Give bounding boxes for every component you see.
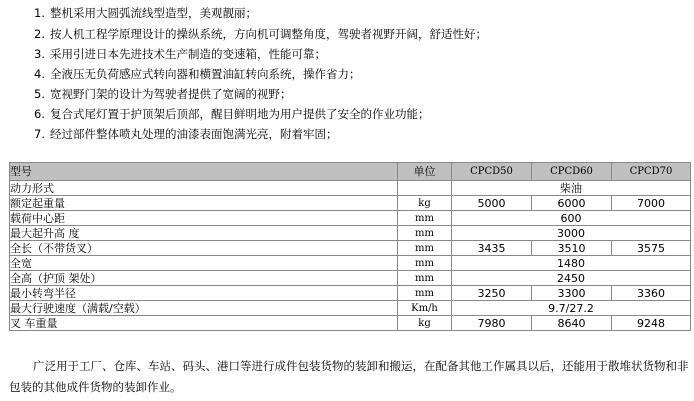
spec-row-max-speed [10, 301, 691, 316]
row-label: 最大行驶速度（满载/空载） [10, 301, 398, 316]
spec-row-turning-radius [10, 286, 691, 301]
row-label: 全宽 [10, 256, 398, 271]
spec-row-max-lift-height [10, 226, 691, 241]
row-unit [398, 181, 452, 196]
row-value: 2450 [452, 271, 691, 286]
feature-text: 经过部件整体喷丸处理的油漆表面饱满光亮，附着牢固； [50, 127, 338, 141]
row-value-cpcd70: 3575 [612, 241, 691, 256]
feature-text: 宽视野门架的设计为驾驶者提供了宽阔的视野； [50, 87, 292, 101]
row-value: 9.7/27.2 [452, 301, 691, 316]
row-unit: mm [398, 256, 452, 271]
spec-row-rated-capacity [10, 196, 691, 211]
row-value-cpcd70: 7000 [612, 196, 691, 211]
row-label: 全长（不带货叉） [10, 241, 398, 256]
feature-text: 按人机工程学原理设计的操纵系统，方向机可调整角度，驾驶者视野开阔，舒适性好； [50, 27, 487, 41]
row-value-cpcd50: 3435 [452, 241, 532, 256]
header-model-label: 型号 [10, 163, 398, 181]
row-value: 1480 [452, 256, 691, 271]
row-label: 额定起重量 [10, 196, 398, 211]
row-value-cpcd50: 7980 [452, 316, 532, 331]
row-label: 全高（护顶 架处） [10, 271, 398, 286]
row-value: 600 [452, 211, 691, 226]
feature-number: 2. [34, 27, 45, 41]
row-value: 柴油 [452, 181, 691, 196]
spec-row-overall-width [10, 256, 691, 271]
feature-number: 7. [34, 127, 45, 141]
feature-number: 1. [34, 6, 45, 20]
spec-table [9, 162, 691, 331]
row-unit: mm [398, 226, 452, 241]
spec-row-load-center [10, 211, 691, 226]
row-label: 最大起升高 度 [10, 226, 398, 241]
row-value-cpcd70: 9248 [612, 316, 691, 331]
header-model-cpcd70: CPCD70 [612, 163, 691, 181]
feature-number: 5. [34, 87, 45, 101]
spec-row-overall-length [10, 241, 691, 256]
header-model-cpcd50: CPCD50 [452, 163, 532, 181]
feature-text: 采用引进日本先进技术生产制造的变速箱，性能可靠； [50, 47, 326, 61]
feature-text: 整机采用大圆弧流线型造型，美观靓丽； [50, 6, 257, 20]
row-value-cpcd60: 3510 [532, 241, 612, 256]
feature-number: 3. [34, 47, 45, 61]
row-unit: mm [398, 271, 452, 286]
row-unit: mm [398, 211, 452, 226]
spec-header-row [10, 163, 691, 181]
row-value: 3000 [452, 226, 691, 241]
spec-row-power [10, 181, 691, 196]
feature-text: 复合式尾灯置于护顶架后顶部，醒目鲜明地为用户提供了安全的作业功能； [50, 107, 430, 121]
row-value-cpcd50: 5000 [452, 196, 532, 211]
header-unit-label: 单位 [398, 163, 452, 181]
row-unit: mm [398, 286, 452, 301]
row-label: 载荷中心距 [10, 211, 398, 226]
row-unit: kg [398, 196, 452, 211]
row-label: 最小转弯半径 [10, 286, 398, 301]
row-unit: kg [398, 316, 452, 331]
row-unit: Km/h [398, 301, 452, 316]
feature-number: 6. [34, 107, 45, 121]
row-value-cpcd60: 8640 [532, 316, 612, 331]
row-value-cpcd50: 3250 [452, 286, 532, 301]
application-description [9, 356, 692, 398]
application-text: 广泛用于工厂、仓库、车站、码头、港口等进行成件包装货物的装卸和搬运，在配备其他工作属具以后，还能用于散堆状货物和非包装的其他成件货物的装卸作业。 [9, 359, 689, 394]
header-model-cpcd60: CPCD60 [532, 163, 612, 181]
spec-row-truck-weight [10, 316, 691, 331]
spec-row-overall-height [10, 271, 691, 286]
row-value-cpcd70: 3360 [612, 286, 691, 301]
row-value-cpcd60: 6000 [532, 196, 612, 211]
row-label: 叉 车重量 [10, 316, 398, 331]
row-unit: mm [398, 241, 452, 256]
row-label: 动力形式 [10, 181, 398, 196]
feature-text: 全液压无负荷感应式转向器和横置油缸转向系统，操作省力； [50, 67, 361, 81]
row-value-cpcd60: 3300 [532, 286, 612, 301]
feature-number: 4. [34, 67, 45, 81]
